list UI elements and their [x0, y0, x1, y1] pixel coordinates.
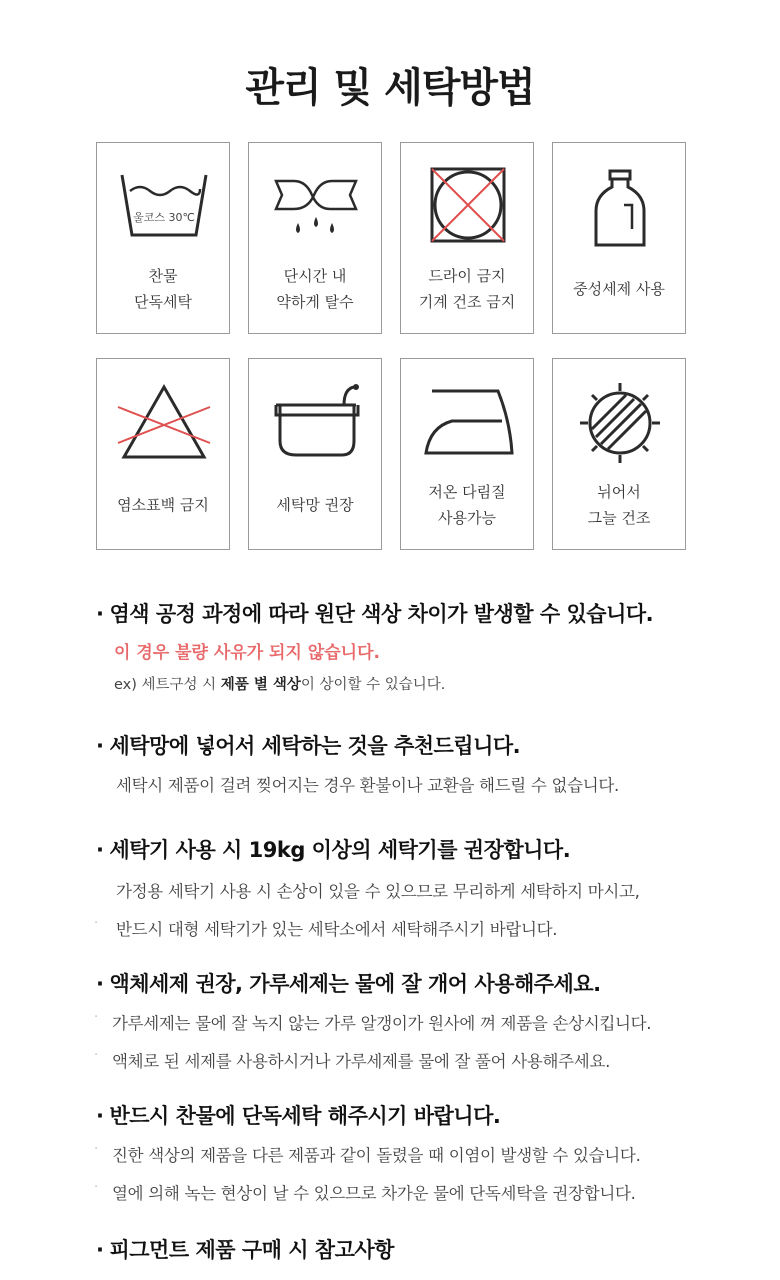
care-label: 염소표백 금지 [117, 496, 209, 514]
care-label: 세탁망 권장 [276, 496, 354, 514]
no-dryclean-icon [418, 165, 518, 247]
care-label: 찬물 단독세탁 [134, 267, 192, 311]
care-label: 중성세제 사용 [573, 280, 665, 298]
note-line: · 가루세제는 물에 잘 녹지 않는 가루 알갱이가 원사에 껴 제품을 손상시킵니다. [94, 1010, 652, 1033]
care-card-laundry-net [248, 358, 382, 550]
care-card-low-iron [400, 358, 534, 550]
note-pigment [96, 1234, 756, 1264]
note-line: · 반드시 대형 세탁기가 있는 세탁소에서 세탁해주시기 바랍니다. [94, 916, 558, 939]
care-label: 저온 다림질 사용가능 [428, 483, 506, 527]
care-card-cold-wash [96, 142, 230, 334]
note-warning: 이 경우 불량 사유가 되지 않습니다. [114, 643, 380, 663]
washtub-icon [114, 165, 214, 247]
note-heading: · 염색 공정 과정에 따라 원단 색상 차이가 발생할 수 있습니다. [96, 602, 654, 626]
note-example: ex) 세트구성 시 제품 별 색상이 상이할 수 있습니다. [114, 677, 446, 693]
page-title: 관리 및 세탁방법 [245, 65, 535, 111]
care-label: 드라이 금지 기계 건조 금지 [418, 267, 516, 311]
care-label: 단시간 내 약하게 탈수 [276, 267, 354, 311]
note-heading: · 세탁망에 넣어서 세탁하는 것을 추천드립니다. [96, 734, 521, 758]
shade-dry-icon [570, 381, 670, 463]
iron-icon [418, 381, 518, 463]
note-liquid-detergent [96, 968, 756, 1072]
note-line: · 열에 의해 녹는 현상이 날 수 있으므로 차가운 물에 단독세탁을 권장합니다. [94, 1180, 636, 1203]
note-line: 가정용 세탁기 사용 시 손상이 있을 수 있으므로 무리하게 세탁하지 마시고, [116, 882, 640, 901]
wring-icon [266, 165, 366, 247]
care-card-neutral-detergent [552, 142, 686, 334]
note-washer-size [96, 834, 756, 940]
note-line: · 진한 색상의 제품을 다른 제품과 같이 돌렸을 때 이염이 발생할 수 있습니다. [94, 1142, 641, 1165]
note-line: 세탁시 제품이 걸려 찢어지는 경우 환불이나 교환을 해드릴 수 없습니다. [116, 776, 619, 795]
care-card-no-dryclean [400, 142, 534, 334]
care-card-no-bleach [96, 358, 230, 550]
washtub-temp-text: 울코스 30℃ [133, 211, 195, 224]
note-laundry-net [96, 730, 756, 796]
detergent-bottle-icon [570, 165, 670, 247]
note-heading: · 액체세제 권장, 가루세제는 물에 잘 개어 사용해주세요. [96, 972, 601, 996]
care-card-wring [248, 142, 382, 334]
care-label: 뉘어서 그늘 건조 [587, 483, 651, 527]
laundry-net-icon [266, 381, 366, 463]
note-cold-wash [96, 1100, 756, 1204]
note-heading: · 반드시 찬물에 단독세탁 해주시기 바랍니다. [96, 1104, 501, 1128]
no-bleach-icon [114, 381, 214, 463]
care-card-shade-dry [552, 358, 686, 550]
note-line: · 액체로 된 세제를 사용하시거나 가루세제를 물에 잘 풀어 사용해주세요. [94, 1048, 611, 1071]
note-heading: · 피그먼트 제품 구매 시 참고사항 [96, 1238, 394, 1262]
note-heading: · 세탁기 사용 시 19kg 이상의 세탁기를 권장합니다. [96, 838, 571, 862]
note-dye-variation [96, 598, 756, 694]
